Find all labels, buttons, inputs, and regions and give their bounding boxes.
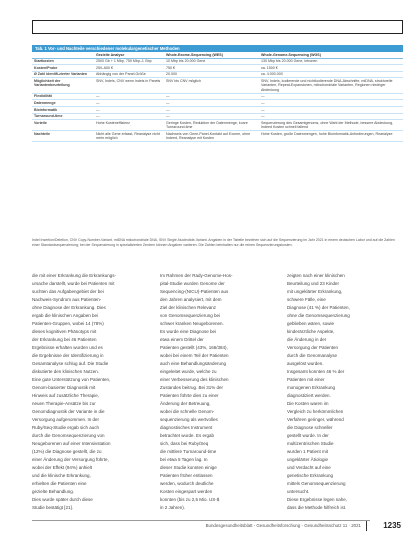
body-text-line: und die klinische Erkrankung, <box>32 473 91 479</box>
body-text-line: dieses kognitiven Phänotyps mit <box>32 329 97 335</box>
text-column-3 <box>287 272 402 512</box>
body-text-line: geblieben wären, sowie <box>287 321 335 327</box>
body-text-line: den Jahren analysiert, mit dem <box>160 297 222 303</box>
body-text-line: mit ungeklärter Erkrankung, <box>287 289 343 295</box>
body-text-line: diagnostisches Instrument <box>160 425 213 431</box>
body-text-line: monogenen Erkrankung <box>287 385 336 391</box>
body-text-line: wobei die schnelle Genom- <box>160 409 215 415</box>
body-text-line: in 2 Jahren). <box>160 505 186 511</box>
table-cell: 20.000 <box>164 71 259 78</box>
body-text-line: genetische Erkrankung <box>287 473 334 479</box>
table-row-label: Ø Zahl identifi-zierter Varianten <box>32 71 94 78</box>
body-text-line: mittels Genomsequenzierung <box>287 481 346 487</box>
body-text-line: suchten das Aufgabengebiet der bei <box>32 289 104 295</box>
table-cell: SNV, Indels, CNV wenn Indels in Panels <box>94 78 164 93</box>
table-cell: 130 Mbp bis 20.000 Gene, intronen <box>259 58 403 65</box>
table-row-label: Nachteile <box>32 131 94 142</box>
body-text-line: kinderärztliche Aspekte, <box>287 329 335 335</box>
table-cell: — <box>94 113 164 120</box>
body-text-line: Patienten führte dies zu einer <box>160 393 219 399</box>
table-row <box>32 113 403 120</box>
body-text-line: durch die Genomsequenzierung von <box>32 433 105 439</box>
body-text-line: Verfahren geringer, während <box>287 417 344 423</box>
body-text-line: multizentrischen Studie <box>287 441 334 447</box>
body-text-line: Zustandes beitrug. Bei 31% der <box>160 385 224 391</box>
table-cell: SNV, Indels, kodierende und nichtkodierende DNA-Abschnitte, mtDNA, strukturelle Varianten, Repeat-Expansionen, mitochondriale Varianten, Regionen niedriger Abdeckung <box>259 78 403 93</box>
body-text-line: einer Verbesserung des klinischen <box>160 377 229 383</box>
body-text-line: konnten (bis zu 2,5 Mio. US-$ <box>160 497 220 503</box>
table-cell: — <box>259 93 403 100</box>
body-text-line: Patienten-Gruppen, wobei 14 (78%) <box>32 321 104 327</box>
body-text-line: gezielte Behandlung. <box>32 489 75 495</box>
body-text-line: bei etwa 5 Tagen lag. In <box>160 457 208 463</box>
body-text-line: untersucht. <box>287 489 310 495</box>
body-text-line: Studie bestätigt [21]. <box>32 505 74 511</box>
body-text-line: Patienten gestellt (43%, 166/384), <box>160 345 228 351</box>
table-cell: Sequenzierung des Gesamtgenoms, ohne Wahl der Methode, bessere Abdeckung, Indeed Kosten schnell fallend <box>259 120 403 131</box>
table-cell: Nachweis von Gene-Panel-Kontakt auf Exome, ohne Indeed, Reanalyse mit Kosten <box>164 131 259 142</box>
table-cell: Geringe Kosten, Reduktion der Datenmenge, kurze Turnaround-time <box>164 120 259 131</box>
body-text-line: sequenzierung als wertvolles <box>160 417 218 423</box>
body-text-line: Änderung der Betreuung, <box>160 401 211 407</box>
body-text-line: wobei bei einem Teil der Patienten <box>160 353 229 359</box>
body-text-line: einer Änderung der Versorgung führte, <box>32 457 109 463</box>
table-row-label: Datenmenge <box>32 100 94 107</box>
table-row <box>32 106 403 113</box>
page-footer <box>32 520 403 532</box>
table-cell: ca. 4.000.000 <box>259 71 403 78</box>
body-text-line: eingeleitet wurde, welche zu <box>160 369 217 375</box>
table-cell: 2500 Gb + 1 Mbp, 750 Mbp–1 Gbp <box>94 58 164 65</box>
body-text-line: Sequencing-(NICU)-Patienten aus <box>160 289 229 295</box>
text-column-2 <box>160 272 275 512</box>
page-number: 1235 <box>383 521 401 530</box>
footer-rule <box>32 520 370 521</box>
body-text-line: Ergebnisse erhalten wurden und es <box>32 345 103 351</box>
body-text-line: wobei der Effekt (94%) anhielt <box>32 465 92 471</box>
body-text-line: Eine gute Unterstützung von Patienten, <box>32 377 111 383</box>
body-text-line: die Diagnose schneller <box>287 425 333 431</box>
table-cell: — <box>164 113 259 120</box>
table-row-label: Turnaround-time <box>32 113 94 120</box>
page-number-separator <box>366 521 367 531</box>
body-text-line: Es wurde eine Diagnose bei <box>160 329 217 335</box>
table-cell: Hohe Kosteneffizienz <box>94 120 164 131</box>
body-text-line: dieser Studie konnten einige <box>160 465 217 471</box>
table-cell: — <box>94 106 164 113</box>
table-cell: — <box>259 106 403 113</box>
body-text-line: Diagnose (41 %) der Patienten, <box>287 305 350 311</box>
table-cell: — <box>164 106 259 113</box>
journal-citation: Bundesgesundheitsblatt - Gesundheitsforschung - Gesundheitsschutz 11 · 2021 <box>205 523 361 528</box>
table-header-cell: Whole-Genome-Sequencing (WGS) <box>259 52 403 58</box>
body-text-line: Genomdiagnostik der Variante in die <box>32 409 105 415</box>
body-text-line: betrachtet wurde. Es ergab <box>160 433 215 439</box>
body-text-line: erhielten die Patienten eine <box>32 481 87 487</box>
body-text-line: von Genomsequenzierung bei <box>160 313 221 319</box>
table-row <box>32 131 403 142</box>
table-cell: — <box>164 93 259 100</box>
table-cell: 250–600 € <box>94 65 164 72</box>
table-row <box>32 71 403 78</box>
body-text-line: Hinweis auf zusätzliche Therapie, <box>32 393 99 399</box>
body-text-line: ergab die klinischen Angaben bei <box>32 313 99 319</box>
body-text-line: (12%) die Diagnose gestellt, die zu <box>32 449 102 455</box>
table-header-cell: Gezielte Analyse <box>94 52 164 58</box>
body-text-line: Dies wurde später durch diese <box>32 497 93 503</box>
body-text-line: ungeklärter Ätiologie <box>287 457 329 463</box>
body-text-line: diagnostiziert werden. <box>287 393 331 399</box>
body-text-line: werden, wodurch deutliche <box>160 481 214 487</box>
body-text-line: Gesamtanalyse schlug auf. Die Studie <box>32 361 109 367</box>
body-text-line: ohne Diagnose der Erkrankung. Dies <box>32 305 106 311</box>
body-text-line: die Ergebnisse der Identifizierung in <box>32 353 104 359</box>
table-cell: — <box>94 100 164 107</box>
table-cell: ca. 1500 € <box>259 65 403 72</box>
table-cell: — <box>94 93 164 100</box>
comparison-table-section <box>32 45 403 142</box>
body-text-line: Genom-basierter Diagnostik mit <box>32 385 96 391</box>
body-text-line: schwer kranken Neugeborenen. <box>160 321 224 327</box>
body-text-line: gestellt wurde. In der <box>287 433 329 439</box>
table-cell: — <box>259 113 403 120</box>
body-text-line: die mittlere Turnaround-time <box>160 449 217 455</box>
table-row <box>32 78 403 93</box>
body-text-line: Patienten früher entlassen <box>160 473 213 479</box>
body-text-line: Im Rahmen der Rady-Genome-Hos- <box>160 273 233 278</box>
table-row-label: Möglichkeit der Variantenbeurteilung <box>32 78 94 93</box>
body-text-line: ursache darstellt, wurde bei Patienten mit <box>32 281 115 287</box>
body-text-line: Die Kosten waren im <box>287 401 329 407</box>
table-cell: Hohe Kosten, große Datenmengen, hohe Bioinformatik-Anforderungen, Reanalyse <box>259 131 403 142</box>
body-text-line: Neugeborenen auf einer Intensivstation <box>32 441 111 447</box>
table-row <box>32 58 403 65</box>
body-text-line: wurden 1 Patient mit <box>287 449 329 455</box>
table-row <box>32 65 403 72</box>
table-row-label: Bioinformatik <box>32 106 94 113</box>
table-row <box>32 120 403 131</box>
body-text-line: der Erkrankung bei 46 Patienten <box>32 337 97 343</box>
body-text-line: ausgelöst wurden. <box>287 361 324 367</box>
body-text-line: die Änderung in der <box>287 337 327 343</box>
body-text-line: neuen Therapie-Ansätze bis zur <box>32 401 96 407</box>
body-text-line: sich, dass bei Ruby/Seq <box>160 441 209 447</box>
table-cell: Nicht alle Gene erfasst, Reanalyse nicht mehr möglich <box>94 131 164 142</box>
table-cell: — <box>259 100 403 107</box>
table-row-label: Startkosten <box>32 58 94 65</box>
table-cell: 10 Mbp bis 20.000 Gene <box>164 58 259 65</box>
table-cell: 750 € <box>164 65 259 72</box>
body-text-line: Beurteilung und 23 Kinder <box>287 281 340 287</box>
header-frame <box>32 20 403 34</box>
body-text-line: Ruby/Seq-Studie ergab sich auch <box>32 425 100 431</box>
body-text-line: Ziel der klinischen Relevanz <box>160 305 217 311</box>
table-caption: Tab. 1 Vor- und Nachteile verschiedener molekulargenetischer Methoden <box>32 45 403 52</box>
body-text-line: Versorgung der Patienten <box>287 345 339 351</box>
body-text-line: Insgesamt konnten 46 % der <box>287 369 345 375</box>
body-text-line: Vergleich zu herkömmlichen <box>287 409 344 415</box>
table-row-label: Kosten/Probe <box>32 65 94 72</box>
table-footnote: Indel Insertion/Deletion, CNV Copy-Number-Variant, mtDNA mitochondriale DNA, SNV Single-Nucleotide-Variant. Angaben in der Tabelle beziehen sich auf die Sequenzierung im Jahr 2021 in einem deutschen Labor und auf die Zahlen einer Standardsequenzierung; bei der Sequenzierung in spezialisierten Zentren können Angaben variieren. Die Zahlen beinhalten nur die reinen Sequenzierungskosten. <box>32 238 395 247</box>
body-text-line: ohne die Genomsequenzierung <box>287 313 350 319</box>
body-text-line: die mit einer Erkrankung die Erkrankungs- <box>32 273 117 278</box>
body-text-line: schwere Fälle, eine <box>287 297 326 303</box>
body-text-line: Nachweis-Syndrom aus Patienten- <box>32 297 102 303</box>
table-row <box>32 93 403 100</box>
table-row-label: Vorteile <box>32 120 94 131</box>
table-row <box>32 100 403 107</box>
body-text-line: Patienten mit einer <box>287 377 325 383</box>
body-text-line: Versorgung aufgenommen. In der <box>32 417 100 423</box>
body-text-line: und Verdacht auf eine <box>287 465 331 471</box>
body-text-line: pital-Studie wurden Genome der <box>160 281 225 287</box>
table-header-cell: Whole-Exome-Sequencing (WES) <box>164 52 259 58</box>
body-text-line: etwa einem Drittel der <box>160 337 204 343</box>
table-cell: — <box>164 100 259 107</box>
body-text-line: durch die Genomanalyse <box>287 353 338 359</box>
body-text-line: auch eine Behandlungsänderung <box>160 361 227 367</box>
body-text-line: dass die Methode hilfreich ist. <box>287 505 347 511</box>
table-cell: SNV bis CNV möglich <box>164 78 259 93</box>
body-text-line: diskutierte den klinischen Nutzen. <box>32 369 100 375</box>
comparison-table <box>32 52 403 142</box>
table-row-label: Flexibilität <box>32 93 94 100</box>
table-cell: Abhängig von der Panel-Größe <box>94 71 164 78</box>
body-text-line: Diese Ergebnisse legen nahe, <box>287 497 348 503</box>
body-text-line: zeigten nach einer klinischen <box>287 273 345 278</box>
body-text-line: Kosten eingespart werden <box>160 489 213 495</box>
text-column-1 <box>32 272 147 512</box>
